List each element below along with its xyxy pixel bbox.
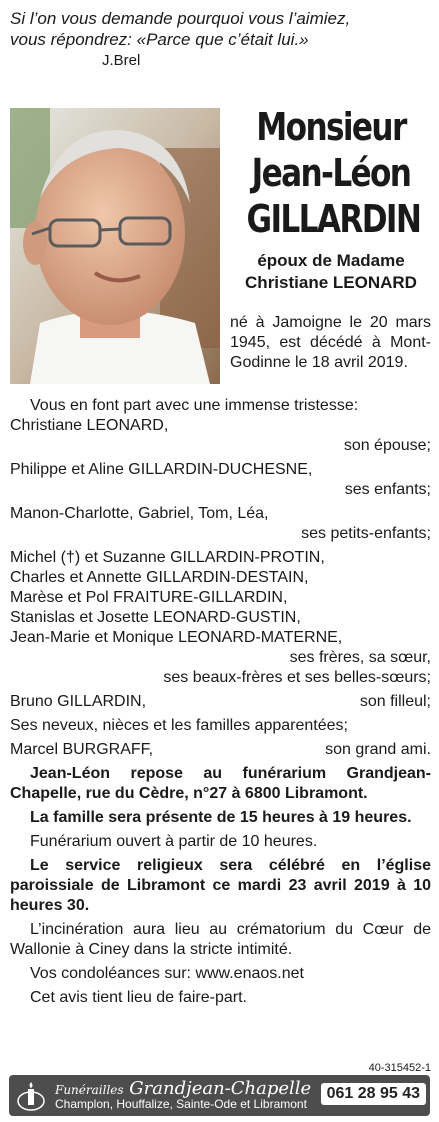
condolences-info: Vos condoléances sur: www.enaos.net — [30, 965, 304, 982]
funeral-home-brand — [55, 1078, 311, 1099]
family-children: Philippe et Aline GILLARDIN-DUCHESNE, — [10, 461, 313, 478]
family-siblings-role-2: ses beaux-frères et ses belles-sœurs; — [163, 669, 431, 686]
reference-number: 40-315452-1 — [368, 1062, 431, 1074]
quote-line-2: vous répondrez: «Parce que c’était lui.» — [10, 30, 309, 49]
family-spouse-role: son épouse; — [343, 437, 431, 454]
quote-author: J.Brel — [102, 52, 141, 69]
family-spouse-name: Christiane LEONARD, — [10, 417, 169, 434]
family-sibling: Stanislas et Josette LEONARD-GUSTIN, — [10, 609, 301, 626]
opening-hours-info: Funérarium ouvert à partir de 10 heures. — [30, 833, 318, 850]
godson-row — [10, 692, 431, 712]
birth-death-info: né à Jamoigne le 20 mars 1945, est décédé à Mont-Godinne le 18 avril 2019. — [230, 314, 431, 371]
family-relatives: Ses neveux, nièces et les familles apparentées; — [10, 717, 348, 734]
family-grandchildren: Manon-Charlotte, Gabriel, Tom, Léa, — [10, 505, 269, 522]
notice-statement: Cet avis tient lieu de faire-part. — [30, 989, 247, 1006]
cremation-info: L’incinération aura lieu au crématorium du Cœur de Wallonie à Ciney dans la stricte intimité. — [10, 921, 431, 958]
godson-name: Bruno GILLARDIN, — [10, 693, 147, 710]
funeral-home-locations: Champlon, Houffalize, Sainte-Ode et Libramont — [55, 1097, 307, 1111]
phone-number: 061 28 95 43 — [321, 1083, 426, 1105]
epigraph-quote — [10, 8, 430, 71]
portrait-photo — [10, 108, 220, 384]
friend-name: Marcel BURGRAFF, — [10, 741, 154, 758]
family-siblings-role-1: ses frères, sa sœur, — [289, 649, 431, 666]
spouse-line — [228, 250, 434, 294]
candle-logo-icon — [15, 1079, 47, 1112]
friend-role: son grand ami. — [325, 741, 431, 758]
deceased-name — [246, 104, 421, 242]
family-sibling: Marèse et Pol FRAITURE-GILLARDIN, — [10, 589, 288, 606]
family-children-role: ses enfants; — [344, 481, 431, 498]
family-sibling: Jean-Marie et Monique LEONARD-MATERNE, — [10, 629, 343, 646]
godson-role: son filleul; — [359, 693, 431, 710]
family-sibling: Michel (†) et Suzanne GILLARDIN-PROTIN, — [10, 549, 325, 566]
family-presence-info: La famille sera présente de 15 heures à 19 heures. — [30, 809, 412, 826]
name-first: Jean-Léon — [251, 151, 411, 195]
name-last: GILLARDIN — [246, 197, 421, 241]
name-title: Monsieur — [256, 105, 406, 149]
notice-body — [10, 396, 431, 1008]
service-info: Le service religieux sera célébré en l’église paroissiale de Libramont ce mardi 23 avril 2019 à 10 heures 30. — [10, 857, 431, 914]
family-grandchildren-role: ses petits-enfants; — [301, 525, 431, 542]
funeral-home-info: Jean-Léon repose au funérarium Grandjean-Chapelle, rue du Cèdre, n°27 à 6800 Libramont. — [10, 765, 431, 802]
brand-name: Grandjean-Chapelle — [129, 1078, 312, 1099]
spouse-line-2: Christiane LEONARD — [245, 273, 417, 292]
family-sibling: Charles et Annette GILLARDIN-DESTAIN, — [10, 569, 309, 586]
funeral-home-banner — [9, 1075, 430, 1116]
spouse-line-1: époux de Madame — [257, 251, 405, 270]
quote-line-1: Si l’on vous demande pourquoi vous l’aimiez, — [10, 9, 351, 28]
brand-prefix: Funérailles — [55, 1083, 124, 1097]
friend-row — [10, 740, 431, 760]
intro-text: Vous en font part avec une immense tristesse: — [30, 397, 359, 414]
